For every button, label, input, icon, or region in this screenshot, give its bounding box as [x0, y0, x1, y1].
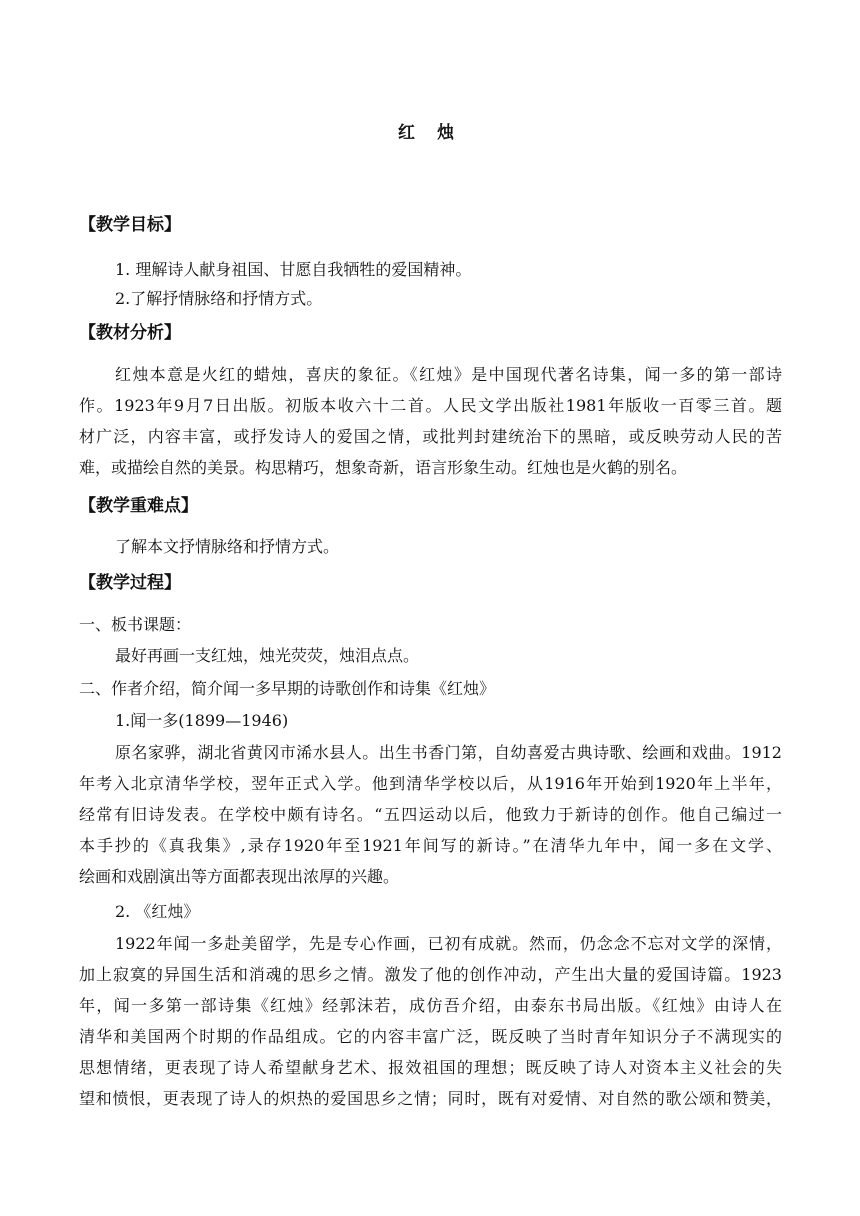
step-2-title: 二、作者介绍，简介闻一多早期的诗歌创作和诗集《红烛》 — [79, 679, 496, 698]
step-1-text: 最好再画一支红烛，烛光荧荧，烛泪点点。 — [115, 646, 420, 665]
author-line-5: 绘画和戏剧演出等方面都表现出浓厚的兴趣。 — [79, 867, 400, 886]
page-title: 红 烛 — [398, 123, 462, 143]
book-line-1: 1922年闻一多赴美留学，先是专心作画，已初有成就。然而，仍念念不忘对文学的深情， — [115, 934, 782, 953]
analysis-line-1: 红烛本意是火红的蜡烛，喜庆的象征。《红烛》是中国现代著名诗集，闻一多的第一部诗 — [115, 365, 782, 384]
analysis-line-3: 材广泛，内容丰富，或抒发诗人的爱国之情，或批判封建统治下的黑暗，或反映劳动人民的苦 — [79, 427, 782, 446]
book-line-5: 思想情绪，更表现了诗人希望献身艺术、报效祖国的理想；既反映了诗人对资本主义社会的失 — [79, 1058, 782, 1077]
analysis-line-4: 难，或描绘自然的美景。构思精巧，想象奇新，语言形象生动。红烛也是火鹤的别名。 — [79, 458, 688, 477]
process-heading: 【教学过程】 — [79, 573, 181, 593]
goal-item-1: 1. 理解诗人献身祖国、甘愿自我牺牲的爱国精神。 — [115, 260, 472, 279]
step-1-title: 一、板书课题： — [79, 615, 192, 634]
subsection-2-title: 2. 《红烛》 — [115, 902, 200, 921]
author-line-4: 本手抄的《真我集》,录存1920年至1921年间写的新诗。”在清华九年中，闻一多在文学、 — [79, 836, 782, 855]
book-line-4: 清华和美国两个时期的作品组成。它的内容丰富广泛，既反映了当时青年知识分子不满现实的 — [79, 1027, 782, 1046]
goal-item-2: 2.了解抒情脉络和抒情方式。 — [115, 289, 323, 308]
author-line-3: 经常有旧诗发表。在学校中颇有诗名。“五四运动以后，他致力于新诗的创作。他自己编过一 — [79, 805, 782, 824]
author-line-1: 原名家骅，湖北省黄冈市浠水县人。出生书香门第，自幼喜爱古典诗歌、绘画和戏曲。1912 — [115, 743, 782, 762]
analysis-line-2: 作。1923年9月7日出版。初版本收六十二首。人民文学出版社1981年版收一百零三首。题 — [79, 396, 782, 415]
book-line-2: 加上寂寞的异国生活和消魂的思乡之情。激发了他的创作冲动，产生出大量的爱国诗篇。1923 — [79, 965, 782, 984]
analysis-heading: 【教材分析】 — [79, 323, 181, 343]
book-line-6: 望和愤恨，更表现了诗人的炽热的爱国思乡之情；同时，既有对爱情、对自然的歌公颂和赞美， — [79, 1089, 782, 1108]
key-points-heading: 【教学重难点】 — [79, 496, 198, 516]
goals-heading: 【教学目标】 — [79, 215, 181, 235]
author-line-2: 年考入北京清华学校，翌年正式入学。他到清华学校以后，从1916年开始到1920年上半年， — [79, 774, 782, 793]
subsection-1-title: 1.闻一多(1899—1946) — [115, 711, 289, 730]
book-line-3: 年，闻一多第一部诗集《红烛》经郭沫若，成仿吾介绍，由泰东书局出版。《红烛》由诗人在 — [79, 996, 782, 1015]
key-points-text: 了解本文抒情脉络和抒情方式。 — [115, 537, 340, 556]
